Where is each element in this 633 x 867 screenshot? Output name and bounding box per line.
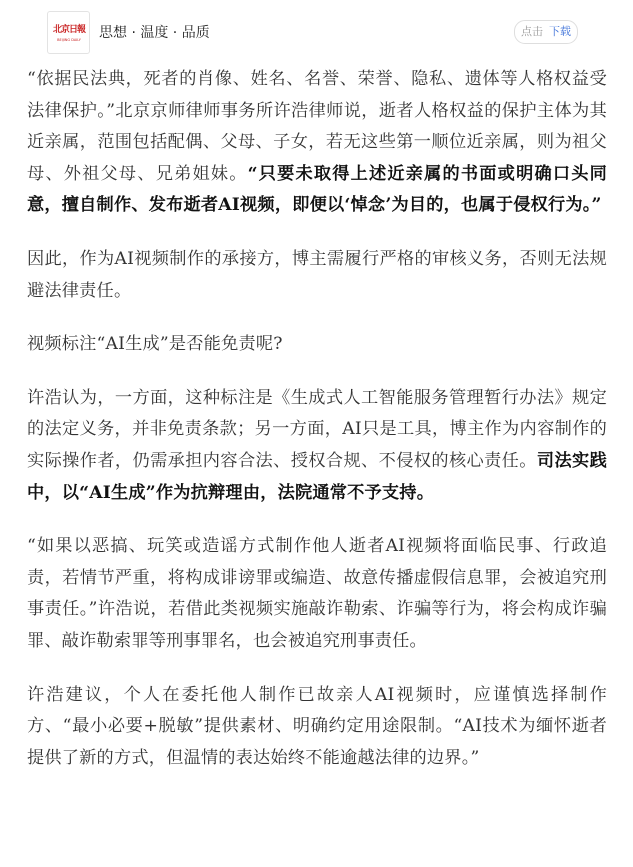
paragraph-text: 视频标注“AI生成”是否能免责呢? <box>27 334 283 355</box>
logo-subtext: BEIJING DAILY <box>57 38 81 42</box>
app-header <box>0 0 633 62</box>
article-paragraph <box>27 680 607 775</box>
paragraph-text: 许浩认为，一方面，这种标注是《生成式人工智能服务管理暂行办法》规定的法定义务，并非免责条款；另一方面，AI只是工具，博主作为内容制作的实际操作者，仍需承担内容合法、授权合规、不侵权的核心责任。 <box>27 387 607 471</box>
paragraph-text: “依据民法典，死者的肖像、姓名、名誉、荣誉、隐私、遗体等人格权益受法律保护。”北京京师律师事务所许浩律师说，逝者人格权益的保护主体为其近亲属，范围包括配偶、父母、子女，若无这些第一顺位近亲属，则为祖父母、外祖父母、兄弟姐妹。 <box>27 69 607 184</box>
article-paragraph <box>27 329 607 361</box>
bold-quote: “只要未取得上述近亲属的书面或明确口头同意，擅自制作、发布逝者AI视频，即便以‘悼念’为目的，也属于侵权行为。” <box>27 163 607 216</box>
download-app-button[interactable] <box>514 20 578 44</box>
paragraph-text: “如果以恶搞、玩笑或造谣方式制作他人逝者AI视频将面临民事、行政追责，若情节严重，将构成诽谤罪或编造、故意传播虚假信息罪，会被追究刑事责任。”许浩说，若借此类视频实施敲诈勒索、诈骗等行为，将会构成诈骗罪、敲诈勒索罪等刑事罪名，也会被追究刑事责任。 <box>27 536 607 651</box>
article-body <box>27 64 607 796</box>
logo-text: 北京日報 <box>52 25 85 35</box>
article-paragraph <box>27 383 607 509</box>
article-paragraph <box>27 64 607 222</box>
header-slogan: 思想 · 温度 · 品质 <box>99 25 210 41</box>
article-paragraph <box>27 531 607 657</box>
paragraph-text: 许浩建议，个人在委托他人制作已故亲人AI视频时，应谨慎选择制作方、“最小必要+脱敏”提供素材、明确约定用途限制。“AI技术为缅怀逝者提供了新的方式，但温情的表达始终不能逾越法律的边界。” <box>27 684 607 768</box>
paragraph-text: 因此，作为AI视频制作的承接方，博主需履行严格的审核义务，否则无法规避法律责任。 <box>27 248 607 301</box>
bold-statement: 司法实践中，以“AI生成”作为抗辩理由，法院通常不予支持。 <box>27 450 607 503</box>
download-label: 下载 <box>549 25 571 38</box>
article-paragraph <box>27 244 607 307</box>
beijing-daily-logo[interactable] <box>47 11 90 54</box>
open-label: 点击 <box>521 25 543 38</box>
